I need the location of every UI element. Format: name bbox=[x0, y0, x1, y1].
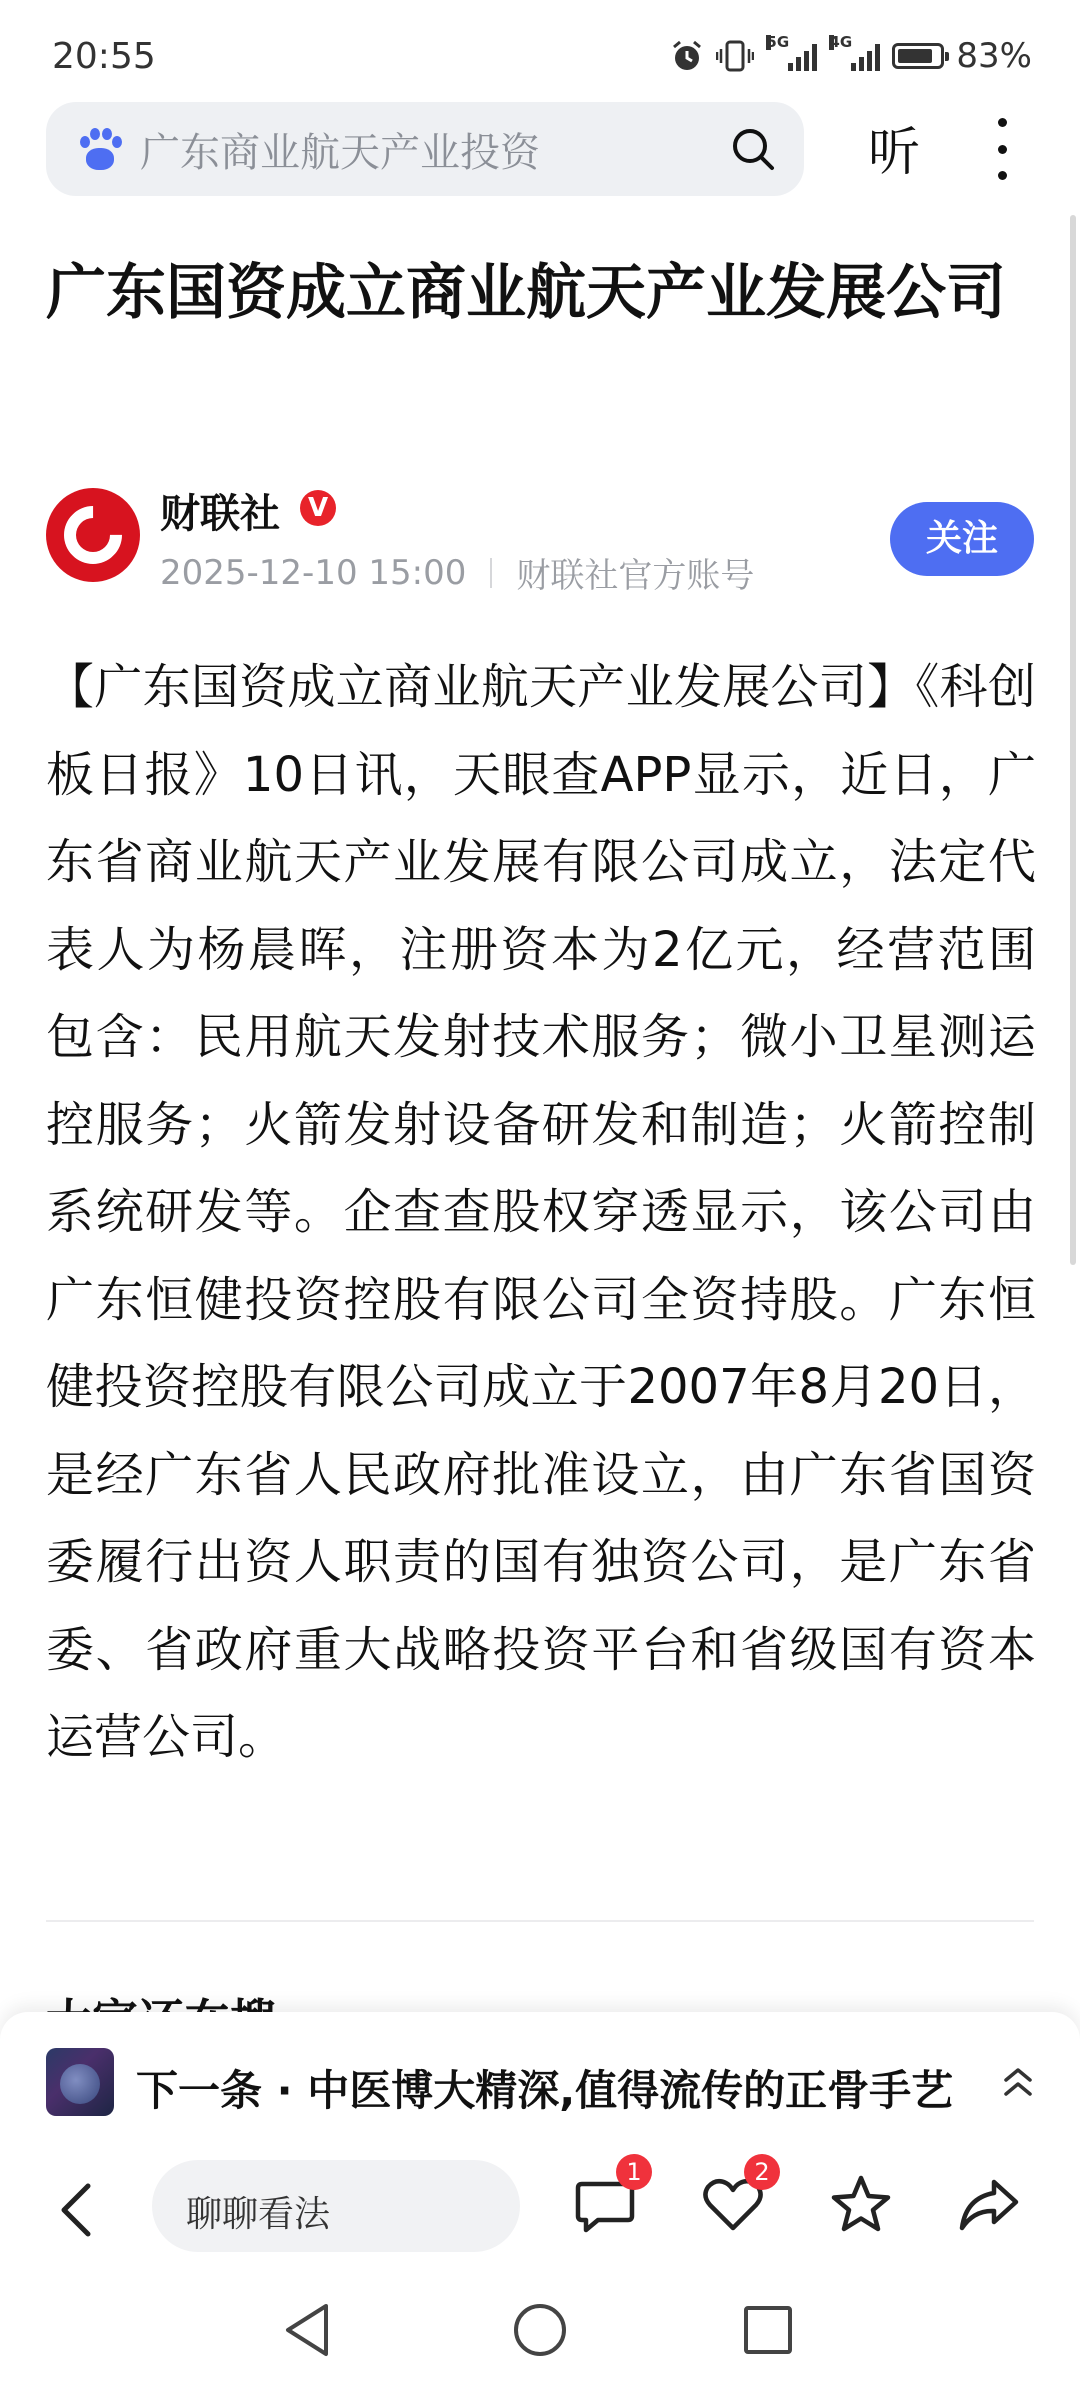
next-article-bar[interactable] bbox=[0, 2012, 1080, 2142]
nav-recents-icon[interactable] bbox=[740, 2298, 796, 2362]
article-body: 【广东国资成立商业航天产业发展公司】《科创板日报》10日讯，天眼查APP显示，近日，广东省商业航天产业发展有限公司成立，法定代表人为杨晨晖，注册资本为2亿元，经营范围包含：民用航天发射技术服务；微小卫星测运控服务；火箭发射设备研发和制造；火箭控制系统研发等。企查查股权穿透显示，该公司由广东恒健投资控股有限公司全资持股。广东恒健投资控股有限公司成立于2007年8月20日，是经广东省人民政府批准设立，由广东省国资委履行出资人职责的国有独资公司，是广东省委、省政府重大战略投资平台和省级国有资本运营公司。 bbox=[46, 659, 1036, 1765]
share-icon bbox=[956, 2172, 1022, 2238]
search-input[interactable]: 广东商业航天产业投资 bbox=[140, 129, 540, 176]
vibrate-icon bbox=[716, 39, 754, 73]
follow-button[interactable]: 关注 bbox=[890, 502, 1034, 576]
comment-input[interactable] bbox=[152, 2160, 520, 2252]
divider bbox=[46, 1920, 1034, 1922]
status-icons bbox=[670, 33, 1032, 76]
status-time: 20:55 bbox=[52, 36, 156, 77]
share-button[interactable] bbox=[956, 2172, 1022, 2238]
nav-home-icon[interactable] bbox=[508, 2298, 572, 2362]
back-arrow-icon[interactable] bbox=[52, 2180, 102, 2240]
nav-back-icon[interactable] bbox=[280, 2298, 334, 2362]
listen-button[interactable]: 听 bbox=[868, 123, 921, 183]
comment-placeholder: 聊聊看法 bbox=[186, 2194, 331, 2235]
signal-5g-icon: 5G bbox=[766, 41, 817, 71]
favorite-button[interactable] bbox=[828, 2172, 894, 2238]
like-count-badge: 2 bbox=[744, 2154, 780, 2190]
verified-badge-icon: V bbox=[300, 490, 336, 526]
alarm-icon bbox=[670, 39, 704, 73]
publish-date: 2025-12-10 15:00 bbox=[160, 552, 467, 593]
baidu-paw-icon bbox=[76, 126, 122, 172]
more-menu-icon[interactable] bbox=[984, 118, 1020, 180]
star-icon bbox=[828, 2172, 894, 2238]
next-article-title[interactable]: 下一条 · 中医博大精深,值得流传的正骨手艺 bbox=[136, 2066, 954, 2115]
like-button[interactable] bbox=[700, 2158, 770, 2238]
battery-percent: 83% bbox=[956, 36, 1032, 76]
article-meta bbox=[160, 548, 754, 597]
comment-count-badge: 1 bbox=[616, 2154, 652, 2190]
article-title: 广东国资成立商业航天产业发展公司 bbox=[46, 258, 1006, 328]
status-bar bbox=[0, 0, 1080, 100]
chevron-up-icon[interactable] bbox=[998, 2062, 1038, 2102]
search-icon[interactable] bbox=[728, 124, 778, 174]
meta-divider bbox=[490, 558, 492, 588]
battery-icon bbox=[892, 43, 944, 69]
account-type: 财联社官方账号 bbox=[516, 556, 755, 596]
author-avatar[interactable] bbox=[46, 488, 140, 582]
scrollbar[interactable] bbox=[1070, 215, 1076, 1265]
search-bar[interactable] bbox=[46, 102, 804, 196]
comment-button[interactable] bbox=[572, 2158, 642, 2238]
signal-4g-icon: 4G bbox=[829, 41, 880, 71]
author-name[interactable]: 财联社 bbox=[160, 491, 280, 537]
next-article-thumbnail bbox=[46, 2048, 114, 2116]
bottom-action-bar bbox=[0, 2142, 1080, 2272]
system-nav-bar bbox=[0, 2272, 1080, 2388]
